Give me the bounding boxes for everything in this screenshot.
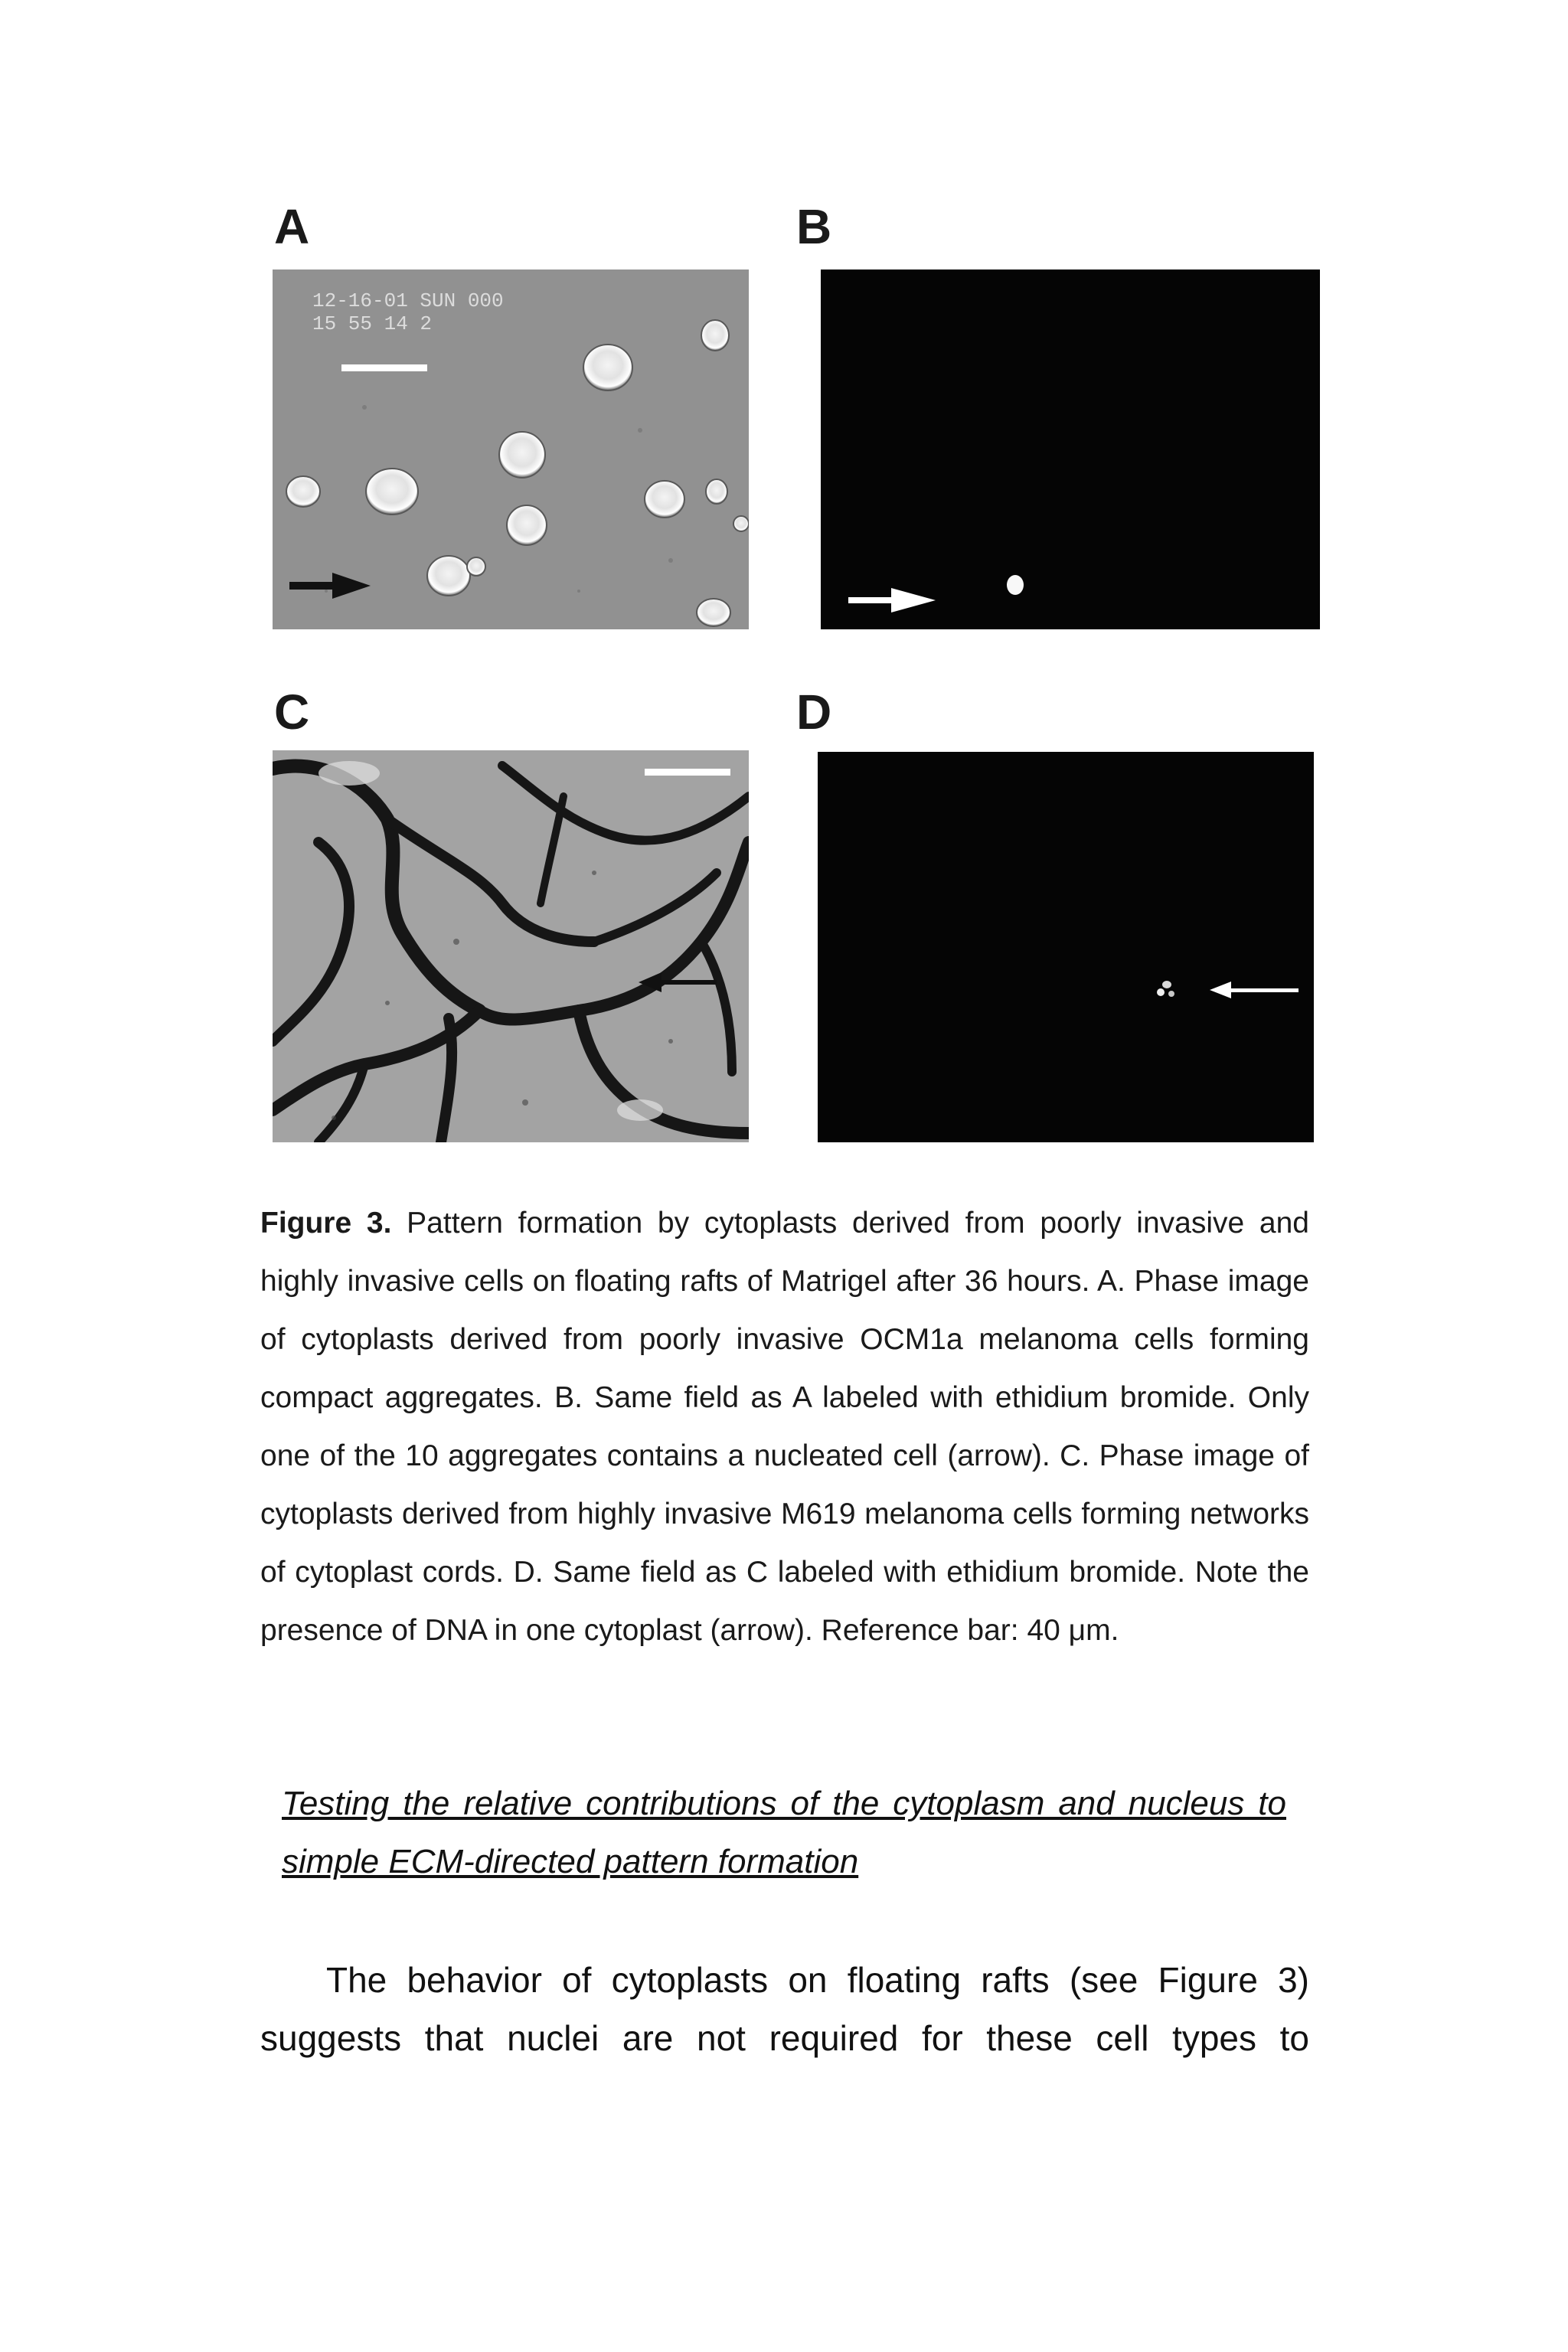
panel-label-a: A	[274, 199, 310, 254]
panel-b-fluorescence-image	[821, 270, 1320, 629]
figure-caption	[260, 1194, 1309, 1660]
panel-a-imprint-line2: 15 55 14 2	[312, 312, 433, 335]
panel-c-phase-image	[273, 750, 749, 1142]
panel-a-scale-bar	[341, 364, 427, 371]
panel-c-scale-bar	[645, 769, 730, 776]
panel-d-fluorescence-image	[818, 752, 1314, 1142]
panel-label-d: D	[796, 684, 832, 740]
panel-label-b: B	[796, 199, 832, 254]
body-paragraph	[260, 1951, 1309, 2067]
panel-a-phase-image	[273, 270, 749, 629]
figure-caption-label: Figure 3.	[260, 1207, 392, 1240]
figure-caption-text: Pattern formation by cytoplasts derived from poorly invasive and highly invasive cells on floating rafts of Matrigel after 36 hours. A. Phase image of cytoplasts derived from poorly invasive OCM1a melanoma cells forming compact aggregates. B. Same field as A labeled with ethidium bromide. Only one of the 10 aggregates contains a nucleated cell (arrow). C. Phase image of cytoplasts derived from highly invasive M619 melanoma cells forming networks of cytoplast cords. D. Same field as C labeled with ethidium bromide. Note the presence of DNA in one cytoplast (arrow). Reference bar: 40 μm.	[260, 1207, 1309, 1647]
panel-label-c: C	[274, 684, 310, 740]
panel-a-imprint-line1: 12-16-01 SUN 000	[312, 289, 504, 312]
body-paragraph-text: The behavior of cytoplasts on floating rafts (see Figure 3) suggests that nuclei are not required for these cell types to	[260, 1960, 1309, 2058]
section-heading: Testing the relative contributions of the cytoplasm and nucleus to simple ECM-directed pattern formation	[282, 1785, 1286, 1880]
